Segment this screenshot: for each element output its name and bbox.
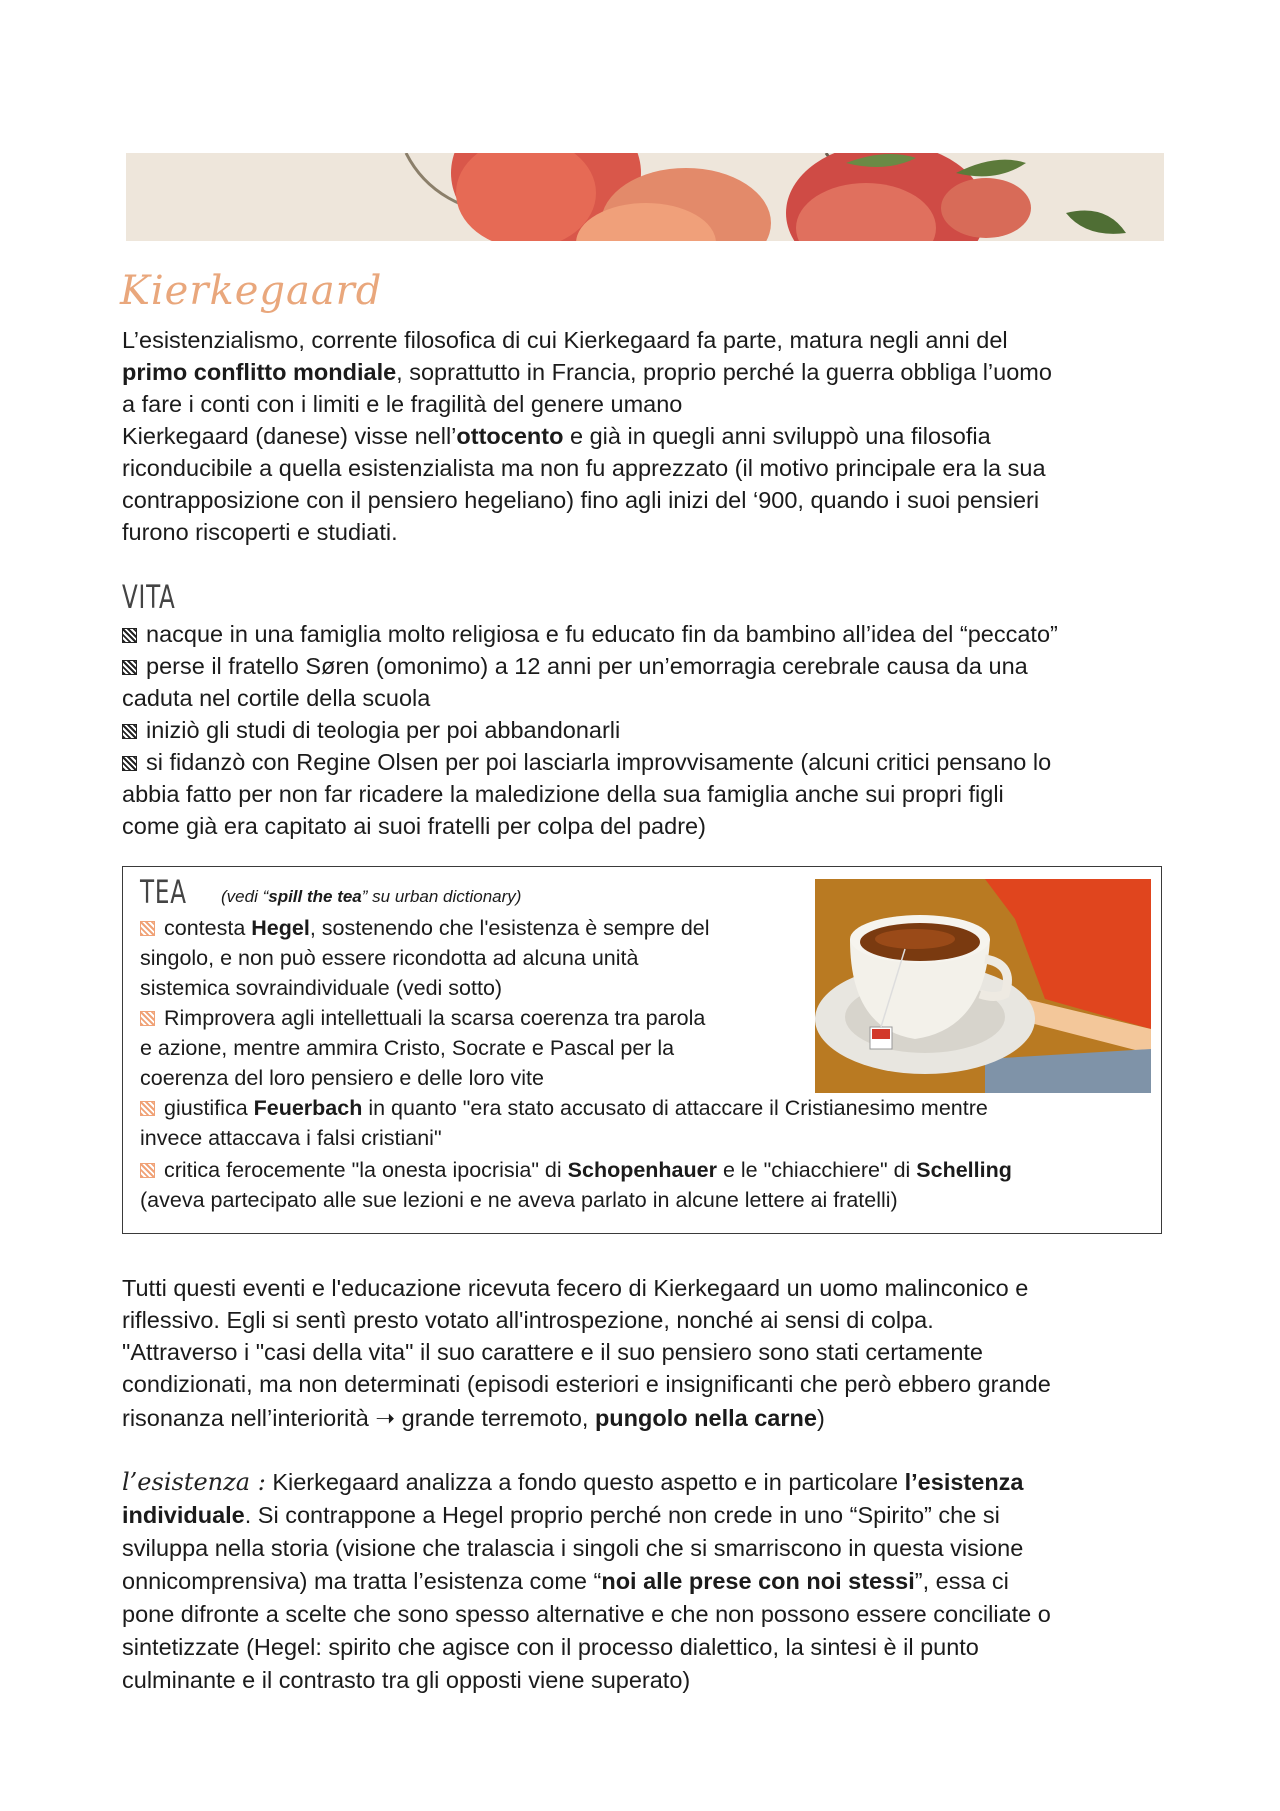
intro-line: furono riscoperti e studiati. — [122, 519, 398, 545]
intro-line: Kierkegaard (danese) visse nell’ottocento e già in quegli anni sviluppò una filosofia — [122, 423, 991, 449]
esistenza-line: l’esistenza : Kierkegaard analizza a fondo questo aspetto e in particolare l’esistenza — [122, 1468, 1024, 1496]
tea-item-continued: e azione, mentre ammira Cristo, Socrate e Pascal per la — [140, 1036, 675, 1060]
esistenza-line: onnicomprensiva) ma tratta l’esistenza come “noi alle prese con noi stessi”, essa ci — [122, 1568, 1009, 1594]
intro-line: primo conflitto mondiale, soprattutto in Francia, proprio perché la guerra obbliga l’uomo — [122, 359, 1052, 385]
tea-item: contesta Hegel, sostenendo che l'esistenza è sempre del — [140, 913, 710, 944]
tea-item-continued: sistemica sovraindividuale (vedi sotto) — [140, 976, 503, 1000]
tea-item-continued: singolo, e non può essere ricondotta ad alcuna unità — [140, 946, 639, 970]
striped-bullet-icon — [122, 724, 137, 739]
tea-item-continued: (aveva partecipato alle sue lezioni e ne aveva parlato in alcune lettere ai fratelli) — [140, 1188, 898, 1212]
intro-line: a fare i conti con i limiti e le fragilità del genere umano — [122, 391, 683, 417]
list-item: si fidanzò con Regine Olsen per poi lasciarla improvvisamente (alcuni critici pensano lo — [122, 746, 1162, 779]
intro-line: riconducibile a quella esistenzialista ma non fu apprezzato (il motivo principale era la sua — [122, 455, 1046, 481]
striped-bullet-icon — [140, 1163, 155, 1178]
esistenza-label: l’esistenza : — [122, 1468, 266, 1496]
tea-item: giustifica Feuerbach in quanto "era stato accusato di attaccare il Cristianesimo mentre — [140, 1093, 988, 1124]
after-line: Tutti questi eventi e l'educazione ricevuta fecero di Kierkegaard un uomo malinconico e — [122, 1275, 1029, 1301]
tea-item: Rimprovera agli intellettuali la scarsa coerenza tra parola — [140, 1003, 705, 1034]
esistenza-line: pone difronte a scelte che sono spesso alternative e che non possono essere conciliate o — [122, 1601, 1051, 1627]
tea-cup-image — [815, 879, 1151, 1093]
page-title: Kierkegaard — [120, 268, 383, 314]
list-item: nacque in una famiglia molto religiosa e fu educato fin da bambino all’idea del “peccato” — [122, 618, 1162, 651]
list-item-continued: caduta nel cortile della scuola — [122, 685, 431, 711]
after-line: riflessivo. Egli si sentì presto votato all'introspezione, nonché ai sensi di colpa. — [122, 1307, 934, 1333]
esistenza-line: sintetizzate (Hegel: spirito che agisce con il processo dialettico, la sintesi è il punto — [122, 1634, 979, 1660]
after-line: risonanza nell’interiorità ➝ grande terremoto, pungolo nella carne) — [122, 1405, 825, 1431]
tea-item-continued: coerenza del loro pensiero e delle loro vite — [140, 1066, 544, 1090]
esistenza-line: individuale. Si contrappone a Hegel proprio perché non crede in uno “Spirito” che si — [122, 1502, 1000, 1528]
striped-bullet-icon — [140, 921, 155, 936]
tea-item-continued: invece attaccava i falsi cristiani" — [140, 1126, 442, 1150]
header-banner-image — [126, 153, 1164, 241]
list-item-continued: abbia fatto per non far ricadere la maledizione della sua famiglia anche sui propri figli — [122, 781, 1004, 807]
tea-subnote: (vedi “spill the tea” su urban dictionary) — [221, 887, 522, 906]
section-heading-vita: VITA — [122, 578, 176, 616]
after-line: "Attraverso i "casi della vita" il suo carattere e il suo pensiero sono stati certamente — [122, 1339, 983, 1365]
striped-bullet-icon — [122, 660, 137, 675]
tea-item: critica ferocemente "la onesta ipocrisia" di Schopenhauer e le "chiacchiere" di Schelling — [140, 1155, 1012, 1186]
list-item: iniziò gli studi di teologia per poi abbandonarli — [122, 714, 1162, 747]
esistenza-line: sviluppa nella storia (visione che tralascia i singoli che si smarriscono in questa visione — [122, 1535, 1024, 1561]
section-heading-tea: TEA — [140, 873, 187, 911]
after-line: condizionati, ma non determinati (episodi esteriori e insignificanti che però ebbero grande — [122, 1371, 1051, 1397]
list-item: perse il fratello Søren (omonimo) a 12 anni per un’emorragia cerebrale causa da una — [122, 650, 1162, 683]
striped-bullet-icon — [140, 1011, 155, 1026]
tea-box — [122, 866, 1162, 1234]
intro-line: contrapposizione con il pensiero hegeliano) fino agli inizi del ‘900, quando i suoi pensieri — [122, 487, 1040, 513]
striped-bullet-icon — [140, 1101, 155, 1116]
intro-line: L’esistenzialismo, corrente filosofica di cui Kierkegaard fa parte, matura negli anni del — [122, 327, 1008, 353]
striped-bullet-icon — [122, 628, 137, 643]
list-item-continued: come già era capitato ai suoi fratelli per colpa del padre) — [122, 813, 706, 839]
striped-bullet-icon — [122, 756, 137, 771]
esistenza-line: culminante e il contrasto tra gli opposti viene superato) — [122, 1667, 691, 1693]
